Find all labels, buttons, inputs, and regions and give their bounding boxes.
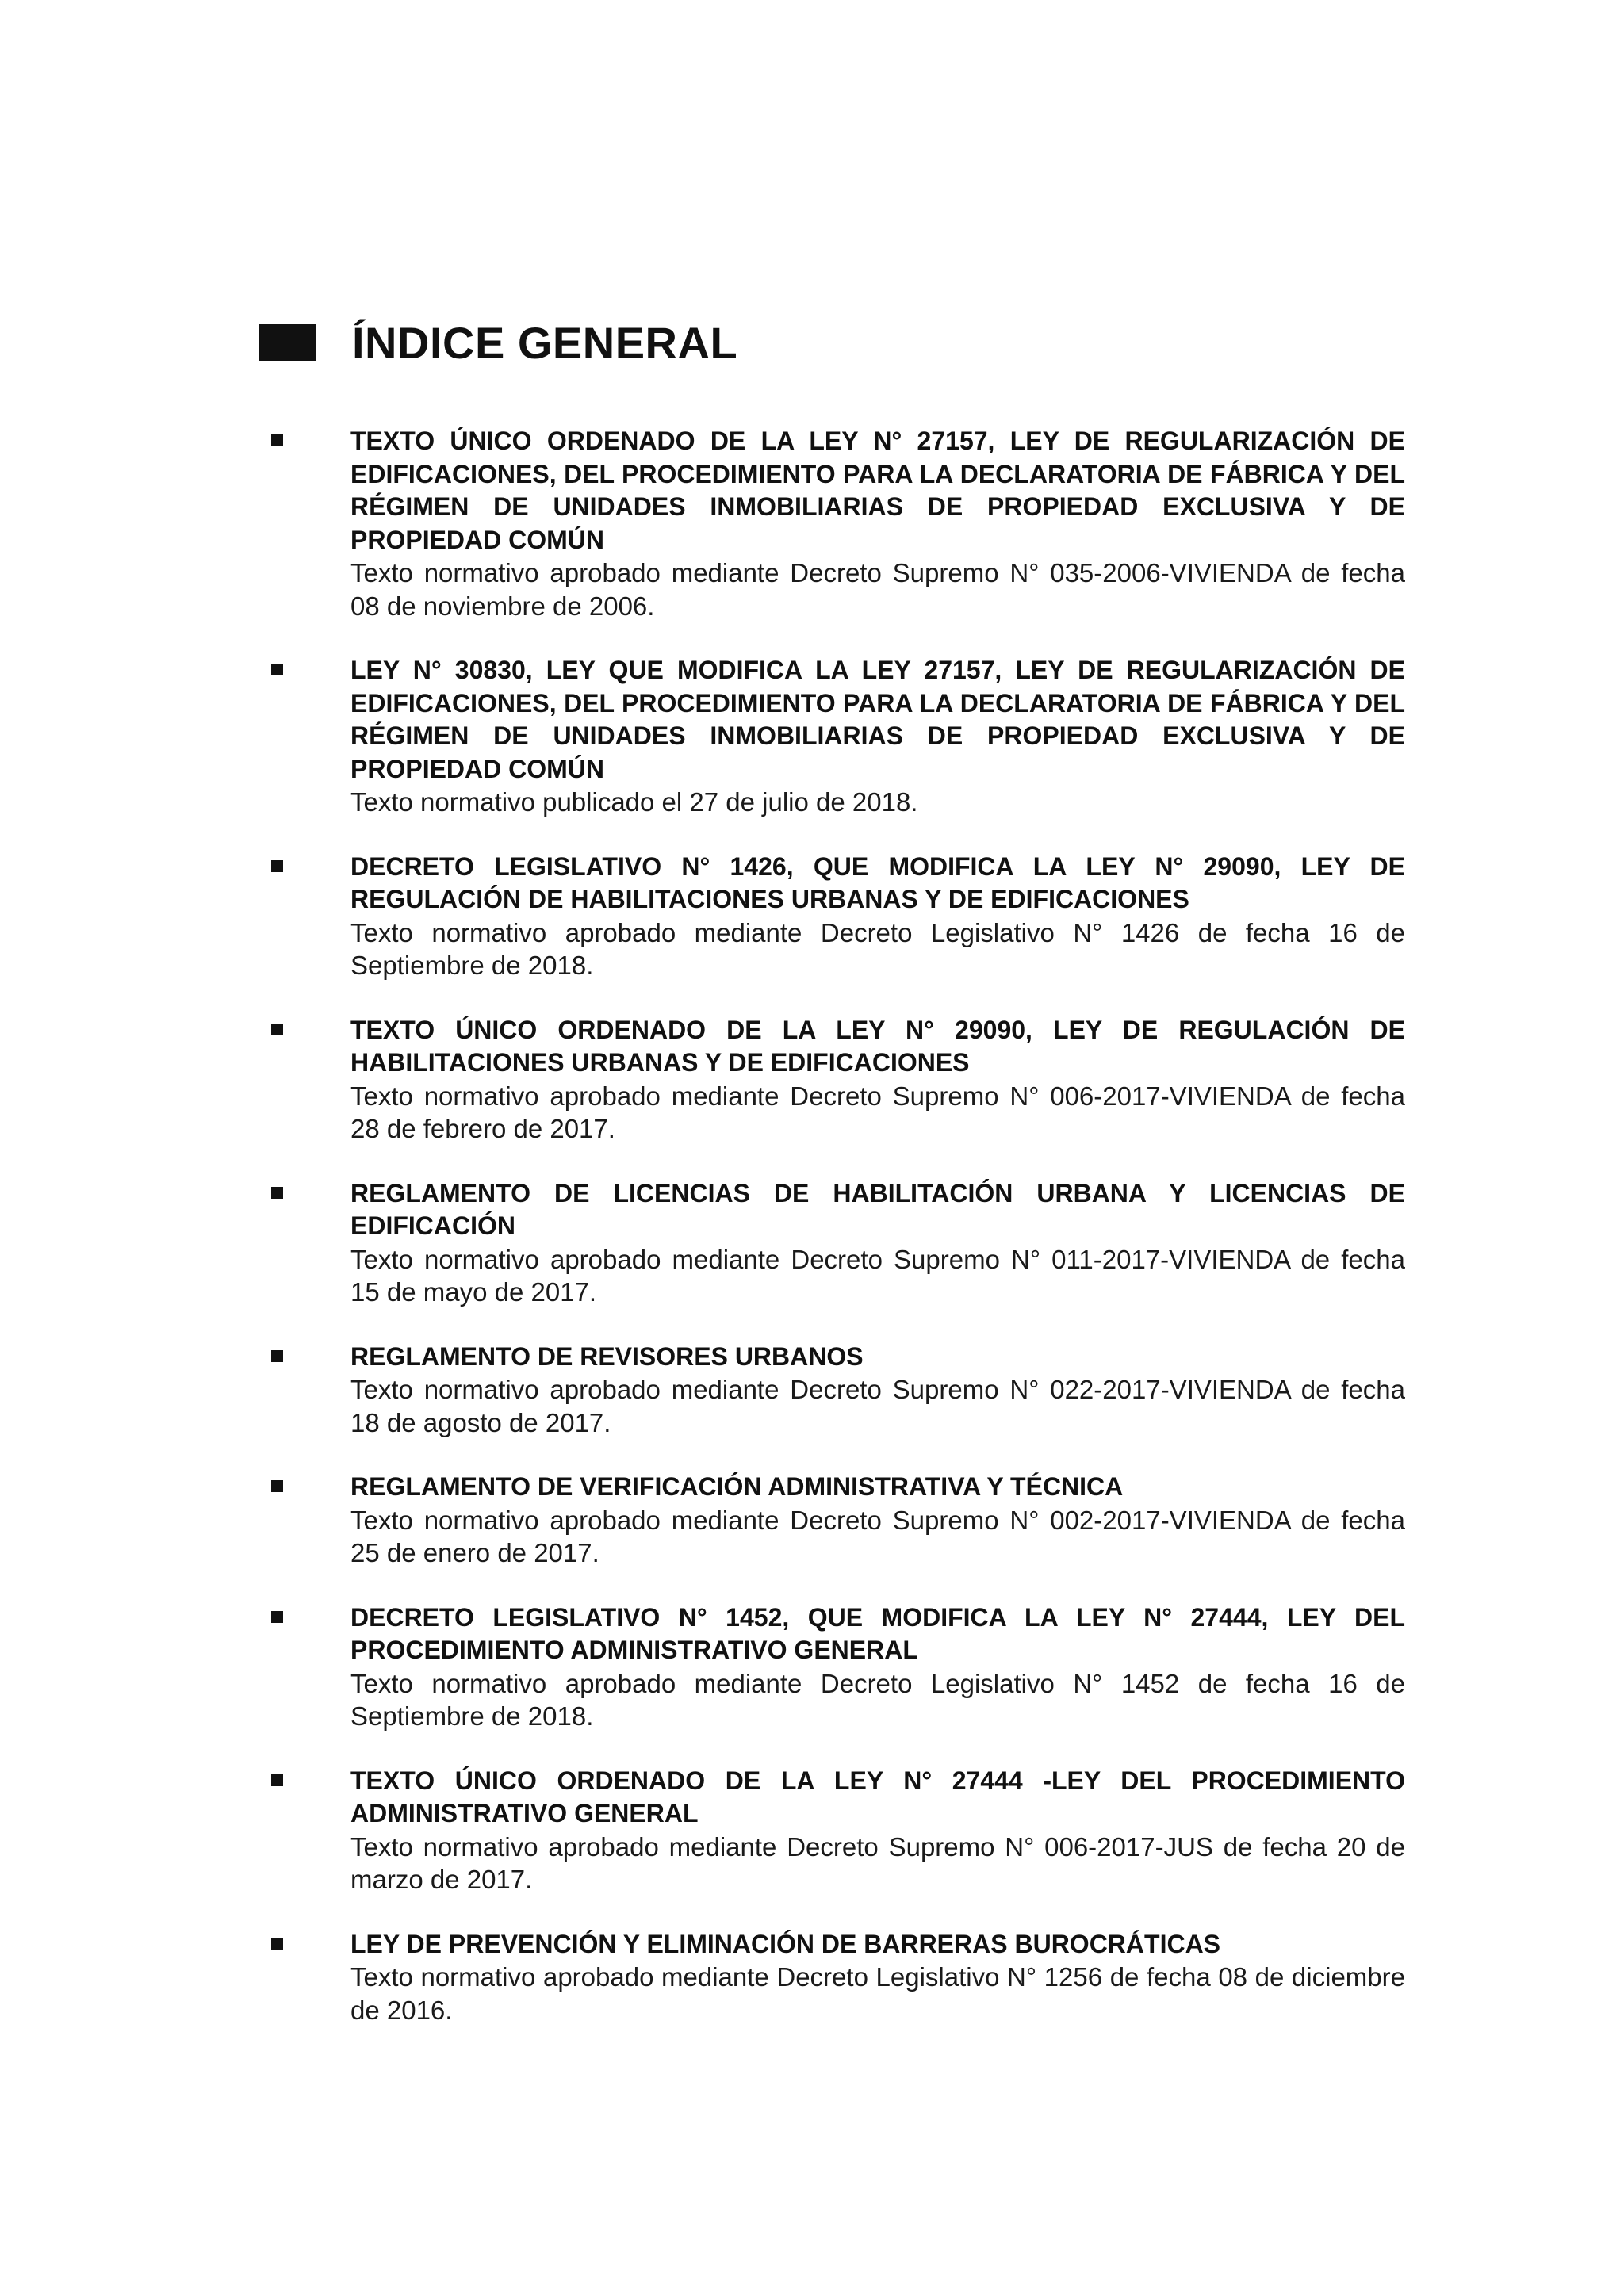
index-entry — [271, 1928, 1405, 2027]
index-entry — [271, 425, 1405, 622]
square-bullet-icon — [271, 434, 283, 446]
index-entry — [271, 1471, 1405, 1570]
entry-description: Texto normativo publicado el 27 de julio de 2018. — [350, 787, 918, 817]
entry-description: Texto normativo aprobado mediante Decreto Legislativo N° 1426 de fecha 16 de Septiembre de 2018. — [350, 917, 1405, 980]
square-bullet-icon — [271, 1187, 283, 1199]
square-bullet-icon — [271, 1611, 283, 1623]
entry-description: Texto normativo aprobado mediante Decreto Supremo N° 002-2017-VIVIENDA de fecha 25 de enero de 2017. — [350, 1505, 1405, 1567]
entry-title: TEXTO ÚNICO ORDENADO DE LA LEY N° 27157, LEY DE REGULARIZACIÓN DE EDIFICACIONES, DEL PROCEDIMIENTO PARA LA DECLARATORIA DE FÁBRICA Y DEL RÉGIMEN DE UNIDADES INMOBILIARIAS DE PROPIEDAD EXCLUSIVA Y DE PROPIEDAD COMÚN — [350, 427, 1405, 554]
entry-title: REGLAMENTO DE REVISORES URBANOS — [350, 1341, 864, 1371]
entry-description: Texto normativo aprobado mediante Decreto Supremo N° 011-2017-VIVIENDA de fecha 15 de mayo de 2017. — [350, 1244, 1405, 1307]
square-bullet-icon — [271, 664, 283, 675]
entry-title: TEXTO ÚNICO ORDENADO DE LA LEY N° 27444 -LEY DEL PROCEDIMIENTO ADMINISTRATIVO GENERAL — [350, 1766, 1405, 1827]
entry-description: Texto normativo aprobado mediante Decreto Supremo N° 006-2017-JUS de fecha 20 de marzo de 2017. — [350, 1831, 1405, 1894]
square-bullet-icon — [271, 1938, 283, 1950]
heading-marker-block — [259, 324, 316, 361]
index-entry — [271, 1341, 1405, 1440]
entry-title: TEXTO ÚNICO ORDENADO DE LA LEY N° 29090, LEY DE REGULACIÓN DE HABILITACIONES URBANAS Y DE EDIFICACIONES — [350, 1015, 1405, 1077]
square-bullet-icon — [271, 1480, 283, 1492]
entry-description: Texto normativo aprobado mediante Decreto Supremo N° 022-2017-VIVIENDA de fecha 18 de agosto de 2017. — [350, 1375, 1405, 1437]
entry-description: Texto normativo aprobado mediante Decreto Legislativo N° 1256 de fecha 08 de diciembre de 2016. — [350, 1962, 1405, 2025]
square-bullet-icon — [271, 1350, 283, 1362]
entry-title: LEY DE PREVENCIÓN Y ELIMINACIÓN DE BARRERAS BUROCRÁTICAS — [350, 1929, 1221, 1958]
index-entry — [271, 654, 1405, 819]
index-entry — [271, 1014, 1405, 1146]
entry-title: DECRETO LEGISLATIVO N° 1426, QUE MODIFICA LA LEY N° 29090, LEY DE REGULACIÓN DE HABILITACIONES URBANAS Y DE EDIFICACIONES — [350, 851, 1405, 913]
index-entry — [271, 851, 1405, 982]
index-heading-row — [259, 311, 737, 374]
entry-description: Texto normativo aprobado mediante Decreto Supremo N° 035-2006-VIVIENDA de fecha 08 de noviembre de 2006. — [350, 558, 1405, 621]
entry-title: REGLAMENTO DE LICENCIAS DE HABILITACIÓN URBANA Y LICENCIAS DE EDIFICACIÓN — [350, 1178, 1405, 1240]
square-bullet-icon — [271, 860, 283, 872]
entry-title: LEY N° 30830, LEY QUE MODIFICA LA LEY 27157, LEY DE REGULARIZACIÓN DE EDIFICACIONES, DEL PROCEDIMIENTO PARA LA DECLARATORIA DE FÁBRICA Y DEL RÉGIMEN DE UNIDADES INMOBILIARIAS DE PROPIEDAD EXCLUSIVA Y DE PROPIEDAD COMÚN — [350, 656, 1405, 783]
index-entry — [271, 1765, 1405, 1896]
square-bullet-icon — [271, 1024, 283, 1035]
entry-description: Texto normativo aprobado mediante Decreto Supremo N° 006-2017-VIVIENDA de fecha 28 de febrero de 2017. — [350, 1081, 1405, 1143]
entry-title: REGLAMENTO DE VERIFICACIÓN ADMINISTRATIVA Y TÉCNICA — [350, 1472, 1124, 1501]
index-list — [271, 425, 1405, 2058]
index-entry — [271, 1601, 1405, 1733]
entry-title: DECRETO LEGISLATIVO N° 1452, QUE MODIFICA LA LEY N° 27444, LEY DEL PROCEDIMIENTO ADMINISTRATIVO GENERAL — [350, 1602, 1405, 1664]
page-title: ÍNDICE GENERAL — [352, 317, 738, 368]
index-entry — [271, 1177, 1405, 1309]
entry-description: Texto normativo aprobado mediante Decreto Legislativo N° 1452 de fecha 16 de Septiembre de 2018. — [350, 1668, 1405, 1731]
square-bullet-icon — [271, 1774, 283, 1786]
